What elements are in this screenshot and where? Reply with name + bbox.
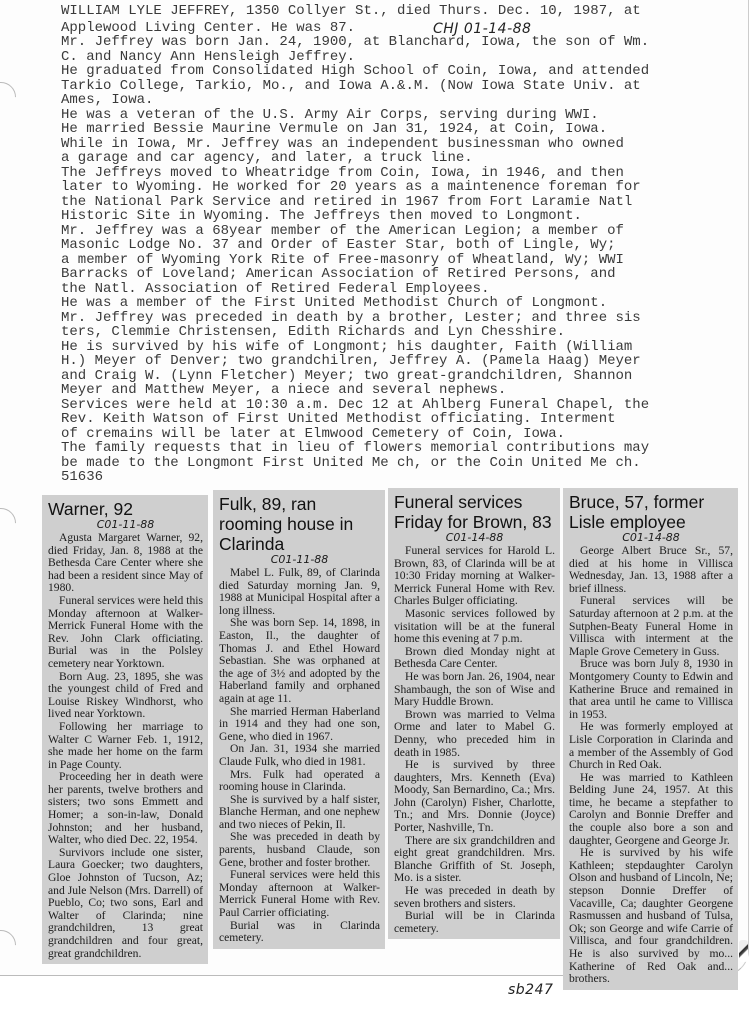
clipping-paragraph: There are six grandchildren and eight great grandchildren. Mrs. Blanche Griffith of St. Joseph, Mo. is a sister. xyxy=(394,833,555,885)
punch-hole-mark xyxy=(0,502,22,544)
typed-line: a garage and car agency, and later, a truck line. xyxy=(61,150,473,166)
typed-line: Services were held at 10:30 a.m. Dec 12 at Ahlberg Funeral Chapel, the xyxy=(61,396,650,413)
clipping-paragraph: Brown was married to Velma Orme and later to Mabel G. Denny, who preceded him in death in 1985. xyxy=(394,707,555,759)
clipping-paragraph: She is survived by a half sister, Blanche Herman, and one nephew and two nieces of Pekin, Il. xyxy=(219,792,380,831)
typed-line: Ames, Iowa. xyxy=(61,92,154,108)
clipping-paragraph: She was preceded in death by parents, husband Claude, son Gene, brother and foster brother. xyxy=(219,830,380,869)
clipping-paragraph: She married Herman Haberland in 1914 and they had one son, Gene, who died in 1967. xyxy=(219,704,380,743)
clipping-paragraph: He was formerly employed at Lisle Corporation in Clarinda and a member of the Assembly of God Church in Red Oak. xyxy=(569,720,733,772)
typed-line: WILLIAM LYLE JEFFREY, 1350 Collyer St., died Thurs. Dec. 10, 1987, at xyxy=(61,3,641,19)
typed-line: later to Wyoming. He worked for 20 years as a maintenence foreman for xyxy=(61,179,641,195)
clipping-paragraph: Funeral services were held this Monday afternoon at Walker-Merrick Funeral Home with the Rev. John Clark officiating. Burial was in the Polsley cemetery near Yorktown. xyxy=(48,593,203,670)
clipping-paragraph: Survivors include one sister, Laura Goecker; two daughters, Gloe Johnston of Tucson, Az; and Jule Nelson (Mrs. Darrell) of Pueblo, Co; two sons, Earl and Walter of Clarinda; nine grandchildren, 13 great grandchildren and four great, great grandchildren. xyxy=(48,845,203,960)
typed-line: While in Iowa, Mr. Jeffrey was an independent businessman who owned xyxy=(61,135,624,152)
clipping-paragraph: On Jan. 31, 1934 she married Claude Fulk, who died in 1981. xyxy=(219,742,380,768)
typed-line: Applewood Living Center. He was 87. xyxy=(61,19,356,36)
clipping-paragraph: Following her marriage to Walter C Warner Feb. 1, 1912, she made her home on the farm in Page County. xyxy=(48,719,203,771)
typed-line: 51636 xyxy=(61,469,104,485)
typed-line: H.) Meyer of Denver; two grandchilren, Jeffrey A. (Pamela Haag) Meyer xyxy=(61,353,641,369)
clipping-paragraph: Burial was in Clarinda cemetery. xyxy=(219,918,380,945)
clipping-headline: Funeral services Friday for Brown, 83 xyxy=(394,492,552,532)
clipping-paragraph: Mabel L. Fulk, 89, of Clarinda died Saturday morning Jan. 9, 1988 at Municipal Hospital after a long illness. xyxy=(219,566,380,617)
clipping-paragraph: Bruce was born July 8, 1930 in Montgomery County to Edwin and Katherine Bruce and remained in that area until he came to Villisca in 1953. xyxy=(569,657,733,721)
typed-line: a member of Wyoming York Rite of Free-masonry of Wheatland, Wy; WWI xyxy=(61,251,624,268)
clipping-paragraph: Born Aug. 23, 1895, she was the youngest child of Fred and Louise Riskey Windhorst, who lived near Yorktown. xyxy=(48,669,203,721)
clipping-paragraph: Proceeding her in death were her parents, twelve brothers and sisters; two sons Emmett and Homer; a son-in-law, Donald Johnston; and her husband, Walter, who died Dec. 22, 1954. xyxy=(48,770,203,847)
clipping-paragraph: Funeral services were held this Monday afternoon at Walker-Merrick Funeral Home with Rev. Paul Carrier officiating. xyxy=(219,868,380,920)
clipping-paragraph: Burial will be in Clarinda cemetery. xyxy=(394,909,555,935)
typed-line: Barracks of Loveland; American Association of Retired Persons, and xyxy=(61,266,616,282)
typed-line: He graduated from Consolidated High School of Coin, Iowa, and attended xyxy=(61,63,650,79)
clipping-paragraph: Funeral services for Harold L. Brown, 83, of Clarinda will be at 10:30 Friday morning at Walker-Merrick Funeral Home with Rev. Charles Bulger officiating. xyxy=(394,544,555,608)
clipping-headline: Warner, 92 xyxy=(48,499,133,519)
typed-line: of cremains will be later at Elmwood Cemetery of Coin, Iowa. xyxy=(61,425,566,442)
typed-line: be made to the Longmont First United Me ch, or the Coin United Me ch. xyxy=(61,454,641,471)
typed-line: Mr. Jeffrey was a 68year member of the American Legion; a member of xyxy=(61,222,624,239)
typed-line: ters, Clemmie Christensen, Edith Richards and Lyn Chesshire. xyxy=(61,324,566,340)
punch-hole-mark xyxy=(0,76,22,118)
handwritten-date-note: C01-11-88 xyxy=(96,518,155,531)
typed-line: He was a veteran of the U.S. Army Air Corps, serving during WWI. xyxy=(61,106,599,123)
typed-line: C. and Nancy Ann Hensleigh Jeffrey. xyxy=(61,48,356,65)
typed-line: The family requests that in lieu of flowers memorial contributions may xyxy=(61,440,650,456)
clipping-warner xyxy=(42,495,208,964)
typed-line: He is survived by his wife of Longmont; his daughter, Faith (William xyxy=(61,338,633,355)
page-curl xyxy=(739,940,748,962)
handwritten-date-note: C01-14-88 xyxy=(622,531,680,544)
typed-line: The Jeffreys moved to Wheatridge from Coin, Iowa, in 1946, and then xyxy=(61,164,624,181)
typed-line: and Craig W. (Lynn Fletcher) Meyer; two great-grandchildren, Shannon xyxy=(61,367,633,384)
clipping-paragraph: Masonic services followed by visitation will be at the funeral home this evening at 7 p.m. xyxy=(394,606,555,646)
clipping-bruce xyxy=(563,488,738,990)
clipping-paragraph: He was married to Kathleen Belding June 24, 1957. At this time, he became a stepfather to Carolyn and Bonnie Dreffer and the couple also bore a son and daughter, Georgene and George Jr. xyxy=(569,770,733,847)
typed-line: Rev. Keith Watson of First United Methodist officiating. Interment xyxy=(61,411,616,427)
clipping-fulk xyxy=(213,490,385,949)
punch-hole-mark xyxy=(0,924,22,966)
clipping-paragraph: He is survived by his wife Kathleen; stepdaughter Carolyn Olson and husband of Lincoln, Ne; stepson Donnie Dreffer of Vacaville, Ca; daughter Georgene Rasmussen and husband of Tulsa, Ok; son George and wife Carrie of Villisca, and four grandchildren. He is also survived by mo... Katherine of Red Oak and... brothers. xyxy=(569,846,733,986)
clipping-paragraph: She was born Sep. 14, 1898, in Easton, Il., the daughter of Thomas J. and Ethel Howard Sebastian. She was orphaned at the age of 3½ and adopted by the Haberland family and orphaned again at age 11. xyxy=(219,616,380,705)
typed-line: Tarkio College, Tarkio, Mo., and Iowa A.&.M. (Now Iowa State Univ. at xyxy=(61,77,641,94)
typed-line: Historic Site in Wyoming. The Jeffreys then moved to Longmont. xyxy=(61,208,582,224)
typed-line: the National Park Service and retired in 1967 from Fort Laramie Natl xyxy=(61,193,633,210)
typed-line: Masonic Lodge No. 37 and Order of Easter Star, both of Lingle, Wy; xyxy=(61,237,616,253)
clipping-headline: Bruce, 57, former Lisle employee xyxy=(569,492,705,532)
clipping-paragraph: He was preceded in death by seven brothers and sisters. xyxy=(394,884,555,910)
typed-obituary-jeffrey xyxy=(61,4,649,485)
handwritten-page-annotation: sb247 xyxy=(508,982,554,998)
typed-line: Mr. Jeffrey was preceded in death by a brother, Lester; and three sis xyxy=(61,309,641,326)
clipping-paragraph: Brown died Monday night at Bethesda Care Center. xyxy=(394,644,555,671)
clipping-paragraph: Mrs. Fulk had operated a rooming house in Clarinda. xyxy=(219,767,380,794)
clipping-paragraph: George Albert Bruce Sr., 57, died at his home in Villisca Wednesday, Jan. 13, 1988 after a brief illness. xyxy=(569,544,733,595)
handwritten-date-note: CHJ 01-14-88 xyxy=(433,21,532,37)
clipping-paragraph: He was born Jan. 26, 1904, near Shambaugh, the son of Wise and Mary Huddle Brown. xyxy=(394,669,555,709)
clipping-paragraph: Funeral services will be Saturday afternoon at 2 p.m. at the Sutphen-Beaty Funeral Home in Villisca with interment at the Maple Grove Cemetery in Guss. xyxy=(569,594,733,658)
handwritten-date-note: C01-11-88 xyxy=(270,553,329,566)
typed-line: He was a member of the First United Methodist Church of Longmont. xyxy=(61,295,608,311)
typed-line: the Natl. Association of Retired Federal Employees. xyxy=(61,280,490,297)
clipping-paragraph: Agusta Margaret Warner, 92, died Friday, Jan. 8, 1988 at the Bethesda Care Center where she had been a resident since May of 1980. xyxy=(48,531,203,595)
typed-line: He married Bessie Maurine Vermule on Jan 31, 1924, at Coin, Iowa. xyxy=(61,121,608,137)
typed-line: Mr. Jeffrey was born Jan. 24, 1900, at Blanchard, Iowa, the son of Wm. xyxy=(61,34,650,50)
typed-line: Meyer and Matthew Meyer, a niece and several nephews. xyxy=(61,382,507,398)
clipping-brown xyxy=(388,488,560,939)
clipping-headline: Fulk, 89, ran rooming house in Clarinda xyxy=(219,494,354,554)
handwritten-date-note: C01-14-88 xyxy=(445,531,504,544)
clipping-paragraph: He is survived by three daughters, Mrs. Kenneth (Eva) Moody, San Bernardino, Ca.; Mrs. John (Carolyn) Fisher, Charlotte, Tn.; and Mrs. Donnie (Joyce) Porter, Nashville, Tn. xyxy=(394,758,555,835)
